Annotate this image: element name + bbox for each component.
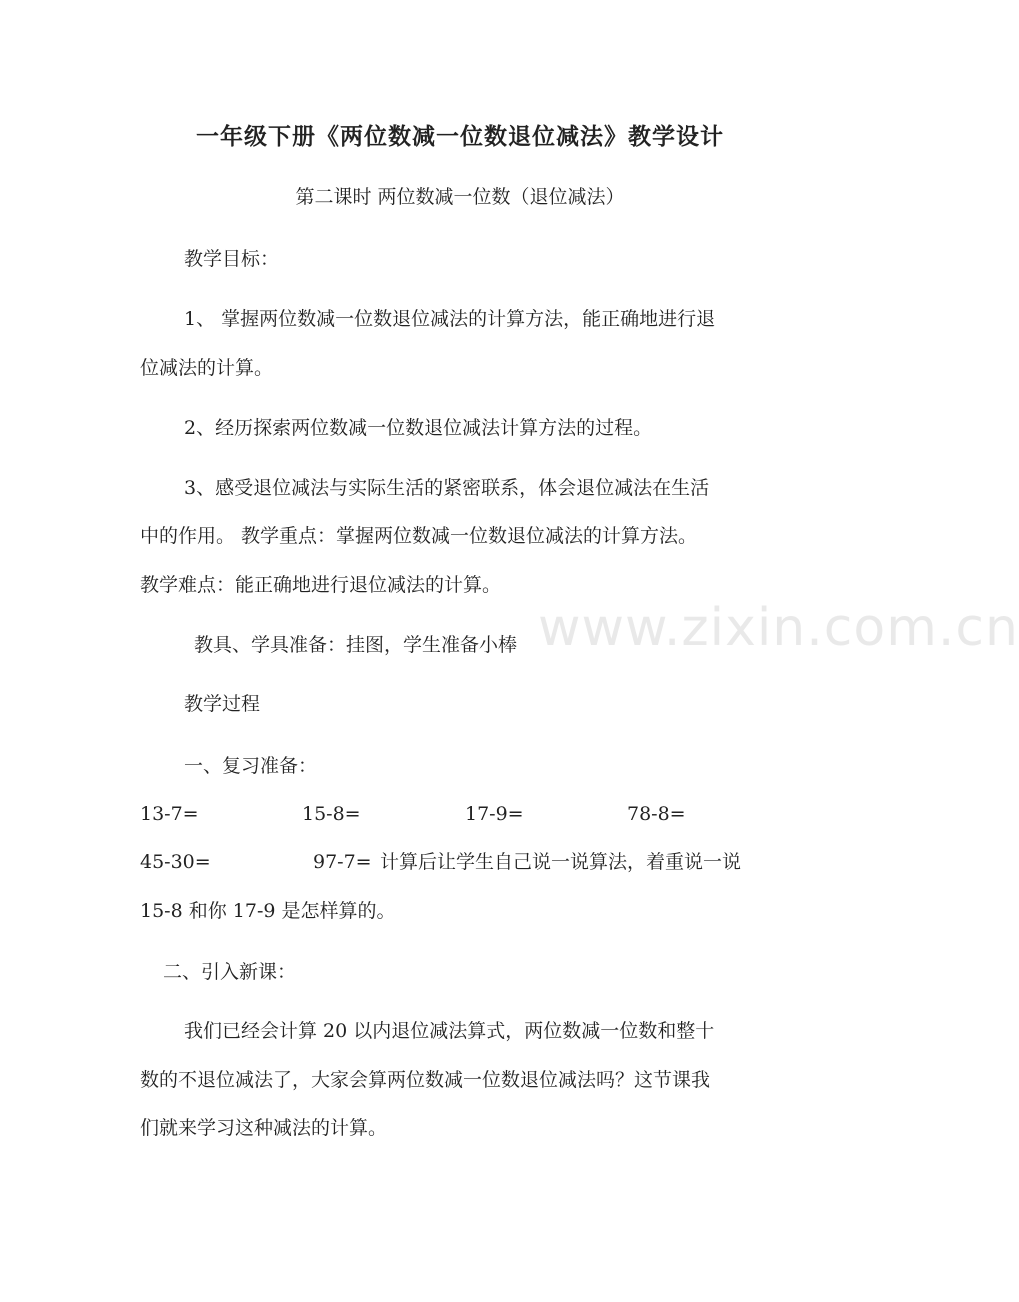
document-subtitle: 第二课时 两位数减一位数（退位减法） <box>295 186 625 208</box>
process-heading: 教学过程 <box>184 693 261 715</box>
intro-line-2: 数的不退位减法了，大家会算两位数减一位数退位减法吗？这节课我 <box>140 1069 711 1091</box>
objective-3-line-2: 中的作用。 教学重点：掌握两位数减一位数退位减法的计算方法。 <box>140 525 698 547</box>
exercise: 45-30= <box>140 851 211 873</box>
section-2-heading: 二、引入新课： <box>163 961 297 983</box>
exercise: 15-8= <box>302 803 361 825</box>
document-title: 一年级下册《两位数减一位数退位减法》教学设计 <box>196 123 724 150</box>
objective-1-line-2: 位减法的计算。 <box>140 357 274 379</box>
intro-line-1: 我们已经会计算 20 以内退位减法算式，两位数减一位数和整十 <box>184 1020 715 1042</box>
section-1-heading: 一、复习准备： <box>184 755 318 777</box>
exercise: 78-8= <box>627 803 686 825</box>
watermark: www.zixin.com.cn <box>538 598 1019 658</box>
teaching-difficulty: 教学难点：能正确地进行退位减法的计算。 <box>140 574 502 596</box>
objectives-heading: 教学目标： <box>184 248 280 270</box>
exercise: 13-7= <box>140 803 199 825</box>
intro-line-3: 们就来学习这种减法的计算。 <box>140 1117 388 1139</box>
objective-3-line-1: 3、感受退位减法与实际生活的紧密联系，体会退位减法在生活 <box>184 477 710 499</box>
review-note-line-2: 15-8 和你 17-9 是怎样算的。 <box>140 900 396 922</box>
materials-line: 教具、学具准备：挂图，学生准备小棒 <box>194 634 518 656</box>
exercise: 17-9= <box>465 803 524 825</box>
review-note-line-1: 计算后让学生自己说一说算法，着重说一说 <box>380 851 742 873</box>
objective-1-line-1: 1、 掌握两位数减一位数退位减法的计算方法，能正确地进行退 <box>184 308 716 330</box>
objective-2: 2、经历探索两位数减一位数退位减法计算方法的过程。 <box>184 417 653 439</box>
exercise: 97-7= <box>313 851 372 873</box>
